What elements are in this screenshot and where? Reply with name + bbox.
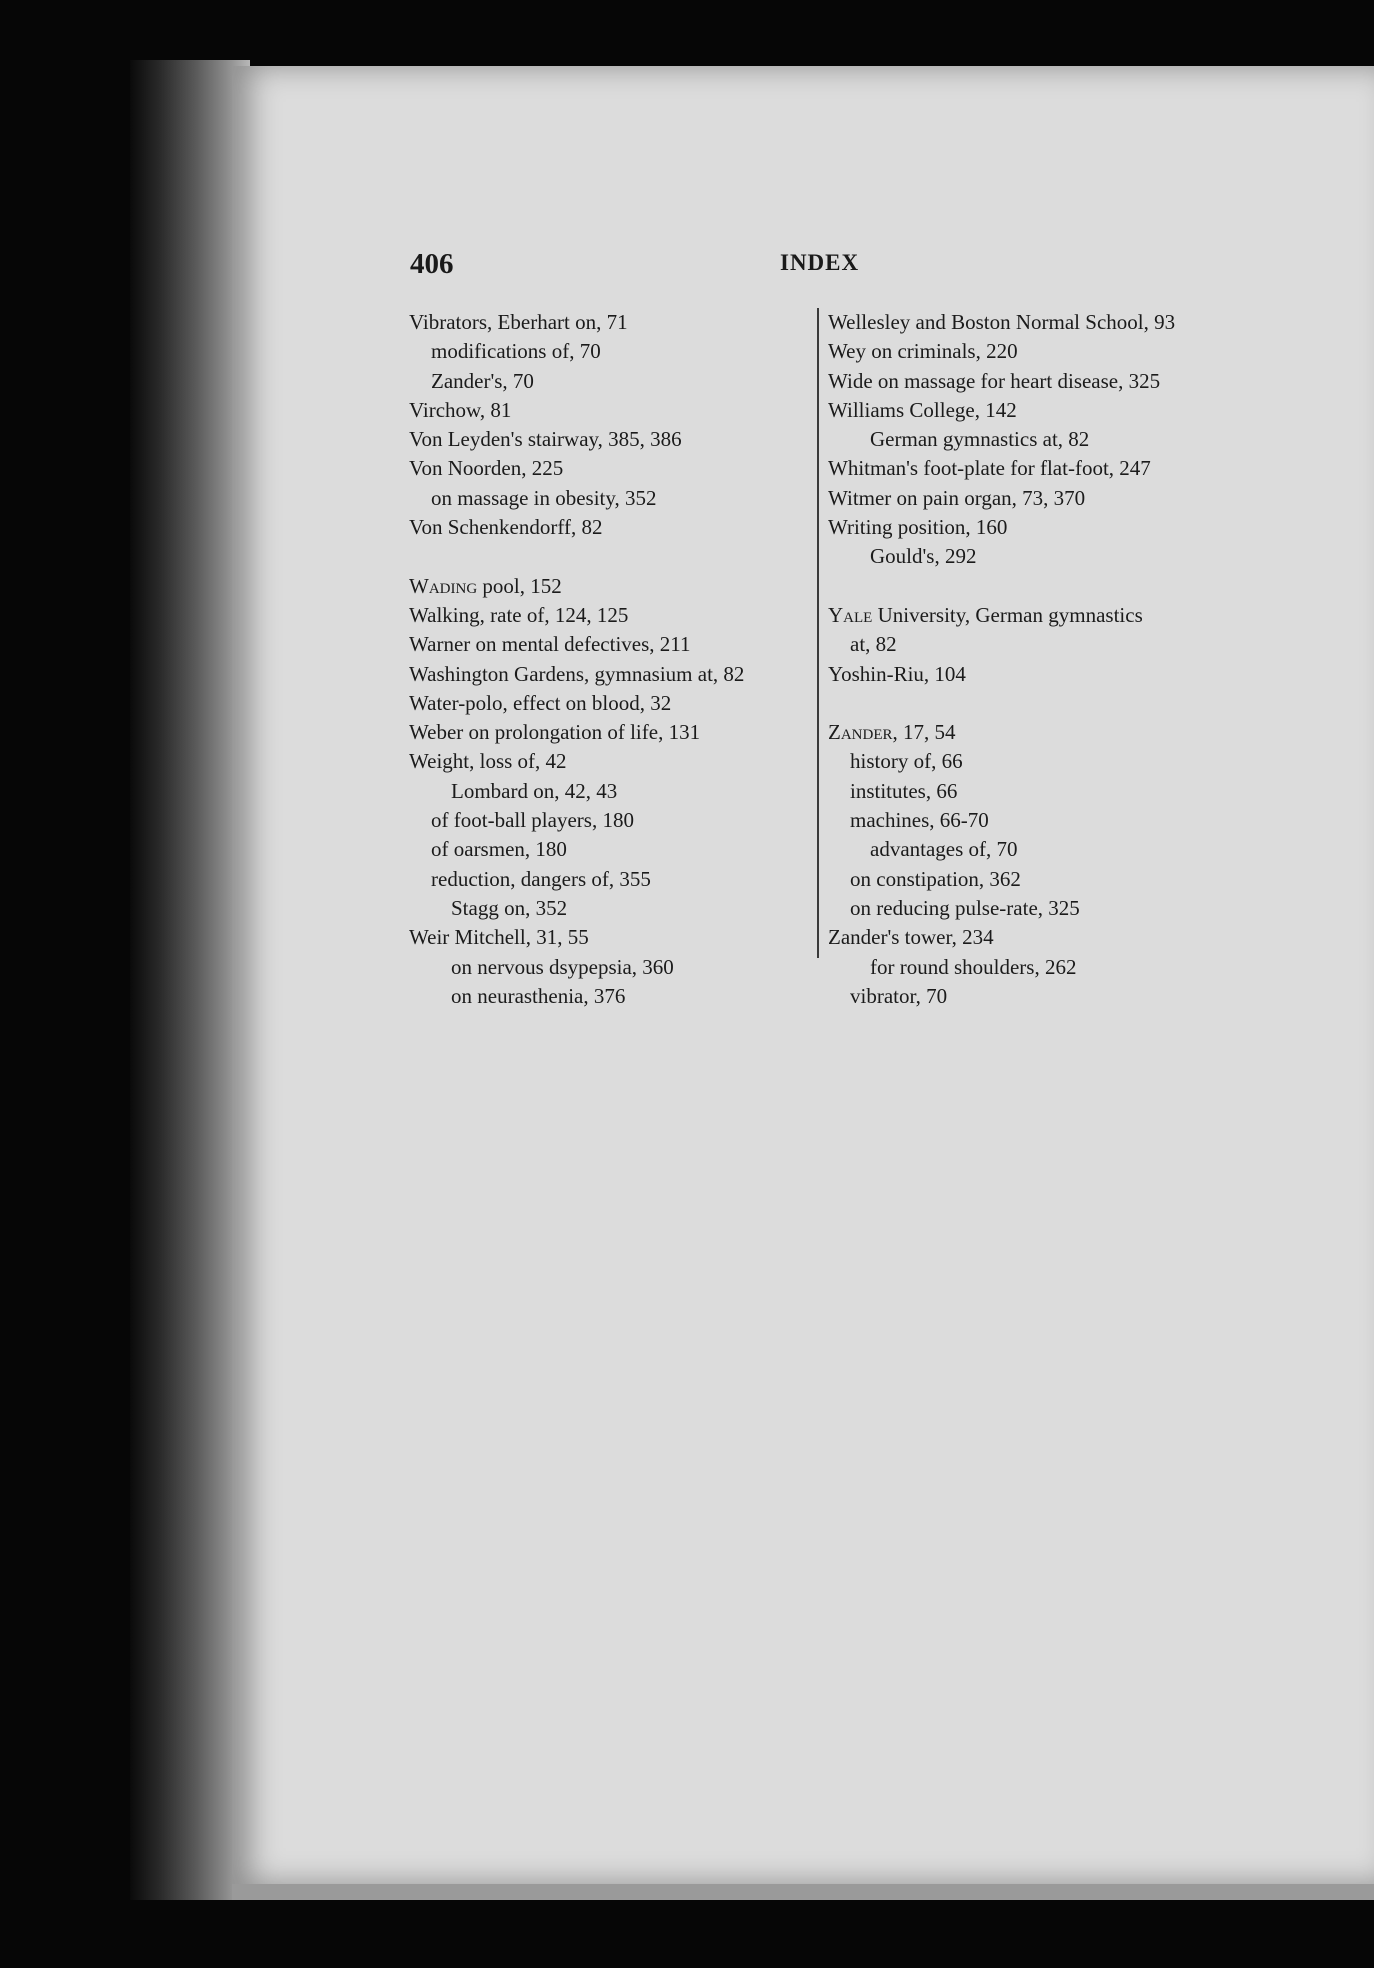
index-entry: Zander's, 70 bbox=[431, 368, 534, 393]
index-column-left bbox=[409, 308, 839, 1011]
index-entry: Weir Mitchell, 31, 55 bbox=[409, 925, 589, 950]
index-entry: modifications of, 70 bbox=[431, 339, 601, 364]
index-entry: Witmer on pain organ, 73, 370 bbox=[828, 485, 1086, 510]
index-entry: Zander, 17, 54 bbox=[828, 720, 956, 745]
index-entry: Warner on mental defectives, 211 bbox=[409, 632, 691, 657]
index-entry: Weight, loss of, 42 bbox=[409, 749, 567, 774]
index-entry: Lombard on, 42, 43 bbox=[451, 778, 618, 803]
index-entry: German gymnastics at, 82 bbox=[870, 427, 1090, 452]
index-entry: Vibrators, Eberhart on, 71 bbox=[409, 310, 628, 334]
index-entry: history of, 66 bbox=[850, 749, 963, 774]
page-number: 406 bbox=[410, 248, 454, 280]
index-entry: advantages of, 70 bbox=[870, 837, 1018, 862]
index-entry: Washington Gardens, gymnasium at, 82 bbox=[409, 661, 745, 686]
index-entry: Yale University, German gymnastics bbox=[828, 602, 1143, 627]
index-entry: on nervous dsypepsia, 360 bbox=[451, 954, 674, 979]
index-entry: Wading pool, 152 bbox=[409, 573, 562, 598]
index-entry: Writing position, 160 bbox=[828, 515, 1008, 540]
index-entry: Water-polo, effect on blood, 32 bbox=[409, 690, 672, 715]
index-entry: Von Schenkendorff, 82 bbox=[409, 515, 603, 540]
column-divider bbox=[817, 308, 819, 958]
index-entry: for round shoulders, 262 bbox=[870, 954, 1077, 979]
index-entry: Wellesley and Boston Normal School, 93 bbox=[828, 310, 1176, 334]
index-entry: on reducing pulse-rate, 325 bbox=[850, 895, 1080, 920]
index-entry: Von Noorden, 225 bbox=[409, 456, 564, 481]
index-entry: Gould's, 292 bbox=[870, 544, 977, 569]
index-entry: on neurasthenia, 376 bbox=[451, 983, 626, 1008]
index-entry: Weber on prolongation of life, 131 bbox=[409, 720, 701, 745]
index-entry: Walking, rate of, 124, 125 bbox=[409, 602, 629, 627]
index-entry: vibrator, 70 bbox=[850, 983, 948, 1008]
page-header bbox=[410, 248, 1230, 288]
index-gap bbox=[828, 689, 1258, 718]
index-entry: Yoshin-Riu, 104 bbox=[828, 661, 966, 686]
index-entry: on massage in obesity, 352 bbox=[431, 485, 657, 510]
index-entry: at, 82 bbox=[850, 632, 897, 657]
index-entry: Wey on criminals, 220 bbox=[828, 339, 1018, 364]
index-entry: of foot-ball players, 180 bbox=[431, 808, 634, 833]
index-gap bbox=[828, 572, 1258, 601]
index-entry: machines, 66-70 bbox=[850, 808, 989, 833]
index-entry: Wide on massage for heart disease, 325 bbox=[828, 368, 1161, 393]
index-entry: Zander's tower, 234 bbox=[828, 925, 994, 950]
index-entry: of oarsmen, 180 bbox=[431, 837, 567, 862]
page-bottom-edge bbox=[232, 1884, 1374, 1900]
index-entry: on constipation, 362 bbox=[850, 866, 1021, 891]
index-entry: Whitman's foot-plate for flat-foot, 247 bbox=[828, 456, 1151, 481]
index-column-right bbox=[828, 308, 1258, 1011]
index-gap bbox=[409, 542, 839, 571]
index-entry: Virchow, 81 bbox=[409, 397, 512, 422]
index-entry: Von Leyden's stairway, 385, 386 bbox=[409, 427, 682, 452]
running-head: INDEX bbox=[780, 250, 860, 275]
index-entry: reduction, dangers of, 355 bbox=[431, 866, 651, 891]
index-entry: institutes, 66 bbox=[850, 778, 958, 803]
index-entry: Williams College, 142 bbox=[828, 397, 1017, 422]
index-entry: Stagg on, 352 bbox=[451, 895, 568, 920]
